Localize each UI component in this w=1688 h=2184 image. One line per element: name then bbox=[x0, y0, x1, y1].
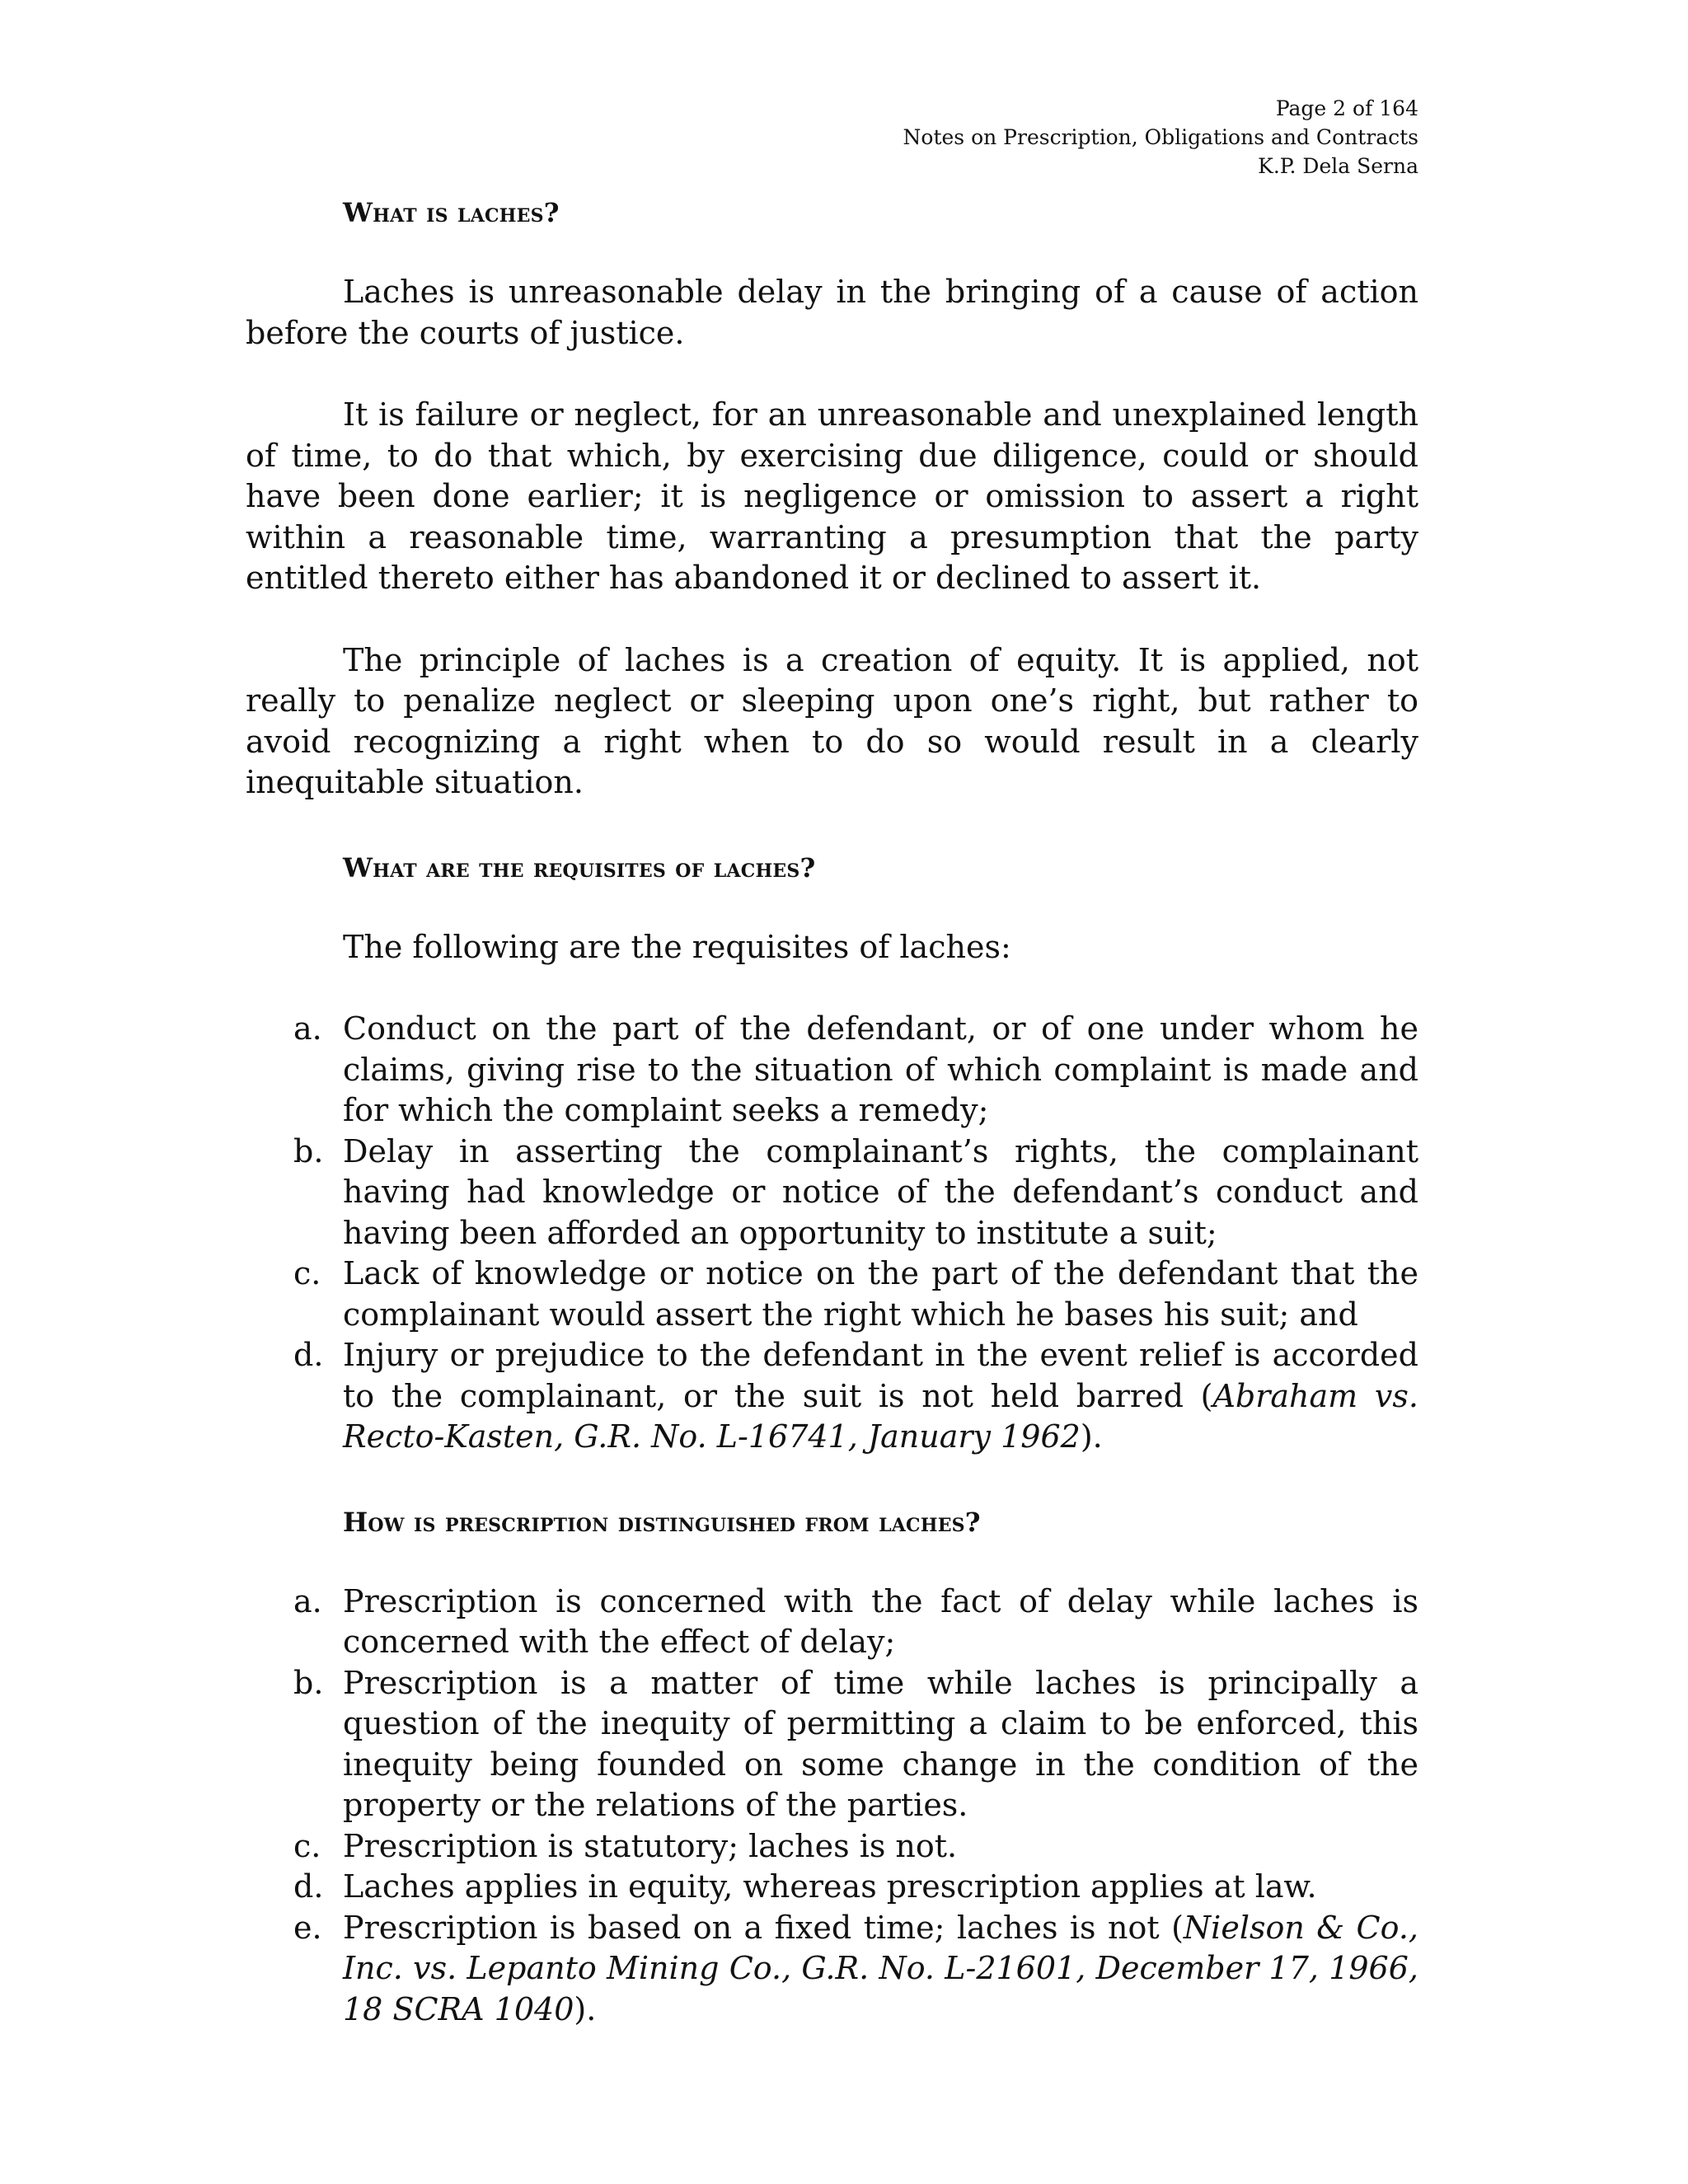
page-body bbox=[246, 196, 1418, 2030]
heading-requisites-of-laches: What are the requisites of laches? bbox=[343, 851, 816, 883]
list-marker: d. bbox=[293, 1868, 324, 1905]
list-item bbox=[246, 1254, 1418, 1335]
page-number: Page 2 of 164 bbox=[1275, 96, 1418, 120]
list-item-text: Laches applies in equity, whereas prescription applies at law. bbox=[343, 1868, 1317, 1905]
list-item bbox=[246, 1826, 1418, 1868]
list-item-text: Injury or prejudice to the defendant in the event relief is accorded to the complainant, or the suit is not held barred ( bbox=[343, 1337, 1418, 1414]
document-title: Notes on Prescription, Obligations and Contracts bbox=[903, 125, 1418, 149]
list-marker: a. bbox=[293, 1582, 322, 1619]
document-author: K.P. Dela Serna bbox=[1258, 154, 1418, 178]
list-item bbox=[246, 1908, 1418, 2031]
case-citation: Abraham vs. Recto-Kasten, G.R. No. L-16741, January 1962 bbox=[343, 1377, 1418, 1455]
paragraph-laches-definition: Laches is unreasonable delay in the bringing of a cause of action before the courts of justice. bbox=[246, 274, 1418, 351]
list-item-text: Conduct on the part of the defendant, or of one under whom he claims, giving rise to the situation of which complaint is made and for which the complaint seeks a remedy; bbox=[343, 1010, 1418, 1128]
list-item bbox=[246, 1663, 1418, 1826]
list-item bbox=[246, 1867, 1418, 1908]
list-marker: c. bbox=[293, 1827, 321, 1864]
list-marker: c. bbox=[293, 1255, 321, 1291]
list-item-text: Lack of knowledge or notice on the part of the defendant that the complainant would assert the right which he bases his suit; and bbox=[343, 1255, 1418, 1333]
list-marker: e. bbox=[293, 1909, 322, 1946]
list-item-text: Prescription is concerned with the fact of delay while laches is concerned with the effect of delay; bbox=[343, 1582, 1418, 1660]
list-marker: d. bbox=[293, 1337, 324, 1373]
list-marker: b. bbox=[293, 1664, 324, 1701]
list-item-text: Prescription is based on a fixed time; laches is not ( bbox=[343, 1909, 1184, 1946]
list-item-text: Prescription is a matter of time while laches is principally a question of the inequity of permitting a claim to be enforced, this inequity being founded on some change in the condition of the property or the relations of the parties. bbox=[343, 1664, 1418, 1823]
list-marker: b. bbox=[293, 1132, 324, 1169]
case-citation: Nielson & Co., Inc. vs. Lepanto Mining Co., G.R. No. L-21601, December 17, 1966, 18 SCRA 1040 bbox=[343, 1909, 1418, 2027]
heading-what-is-laches: What is laches? bbox=[343, 197, 560, 228]
list-item-text: Delay in asserting the complainant’s rights, the complainant having had knowledge or notice of the defendant’s conduct and having been afforded an opportunity to institute a suit; bbox=[343, 1132, 1418, 1251]
heading-prescription-vs-laches: How is prescription distinguished from laches? bbox=[343, 1506, 981, 1538]
list-item bbox=[246, 1132, 1418, 1254]
list-item-closing: ). bbox=[574, 1990, 597, 2027]
list-marker: a. bbox=[293, 1010, 322, 1047]
paragraph-laches-failure: It is failure or neglect, for an unreasonable and unexplained length of time, to do that which, by exercising due diligence, could or should have been done earlier; it is negligence or omission to assert a right within a reasonable time, warranting a presumption that the party entitled thereto either has abandoned it or declined to assert it. bbox=[246, 396, 1418, 596]
list-item bbox=[246, 1009, 1418, 1132]
list-item bbox=[246, 1335, 1418, 1458]
requisites-list bbox=[246, 1009, 1418, 1458]
list-item-text: Prescription is statutory; laches is not. bbox=[343, 1827, 958, 1864]
paragraph-laches-equity: The principle of laches is a creation of equity. It is applied, not really to penalize neglect or sleeping upon one’s right, but rather to avoid recognizing a right when to do so would result in a clearly inequitable situation. bbox=[246, 641, 1418, 800]
distinctions-list bbox=[246, 1582, 1418, 2031]
paragraph-requisites-intro: The following are the requisites of laches: bbox=[343, 928, 1011, 965]
list-item-closing: ). bbox=[1080, 1418, 1103, 1455]
running-header bbox=[677, 94, 1418, 180]
list-item bbox=[246, 1582, 1418, 1663]
